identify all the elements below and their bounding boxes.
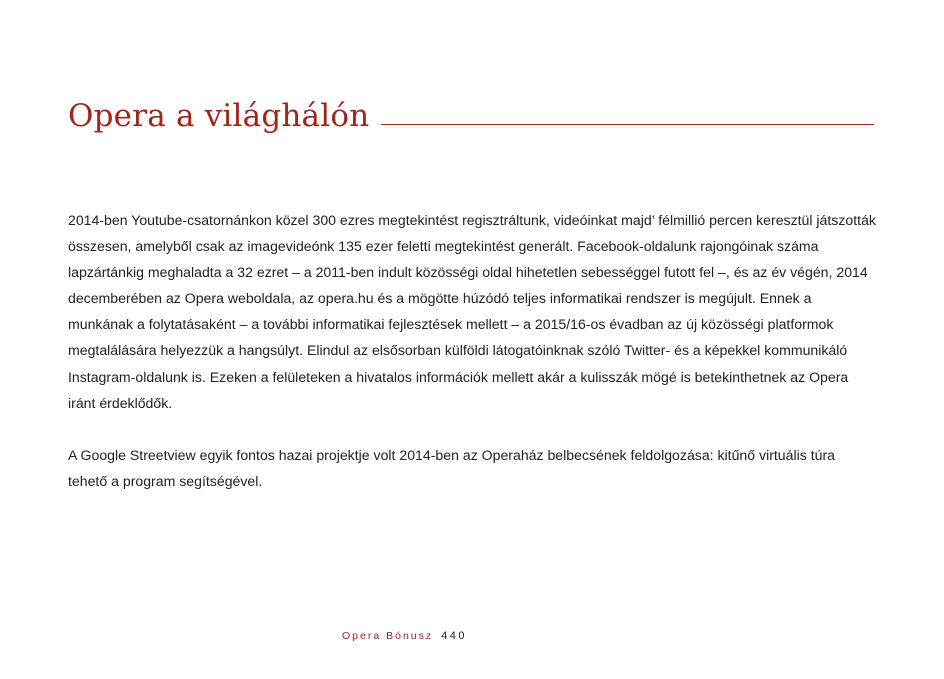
page-title: Opera a világhálón bbox=[68, 98, 370, 134]
paragraph-2: A Google Streetview egyik fontos hazai projektje volt 2014-ben az Operaház belbecsének feldolgozása: kitűnő virtuális túra tehető a program segítségével. bbox=[68, 446, 835, 489]
footer-label: Opera Bónusz bbox=[342, 630, 434, 642]
page-number: 440 bbox=[441, 630, 467, 642]
paragraph-1: 2014-ben Youtube-csatornánkon közel 300 ezres megtekintést regisztráltunk, videóinkat majd’ félmillió percen keresztül játszották összesen, amelyből csak az imagevideónk 135 ezer feletti megtekintést generált. Facebook-oldalunk rajongóinak száma lapzártánkig meghaladta a 32 ezret – a 2011-ben indult közösségi oldal hihetetlen sebességgel futott fel –, és az év végén, 2014 decemberében az Opera weboldala, az opera.hu és a mögötte húzódó teljes informatikai rendszer is megújult. Ennek a munkának a folytatásaként – a további informatikai fejlesztések mellett – a 2015/16-os évadban az új közösségi platformok megtalálására helyezzük a hangsúlyt. Elindul az elsősorban külföldi látogatóinknak szóló Twitter- és a képekkel kommunikáló Instagram-oldalunk is. Ezeken a felületeken a hivatalos információk mellett akár a kulisszák mögé is betekinthetnek az Opera iránt érdeklődők. bbox=[68, 212, 876, 411]
body-text bbox=[68, 207, 878, 494]
page-footer bbox=[342, 626, 467, 646]
title-divider bbox=[381, 124, 874, 125]
section-header bbox=[68, 92, 874, 136]
